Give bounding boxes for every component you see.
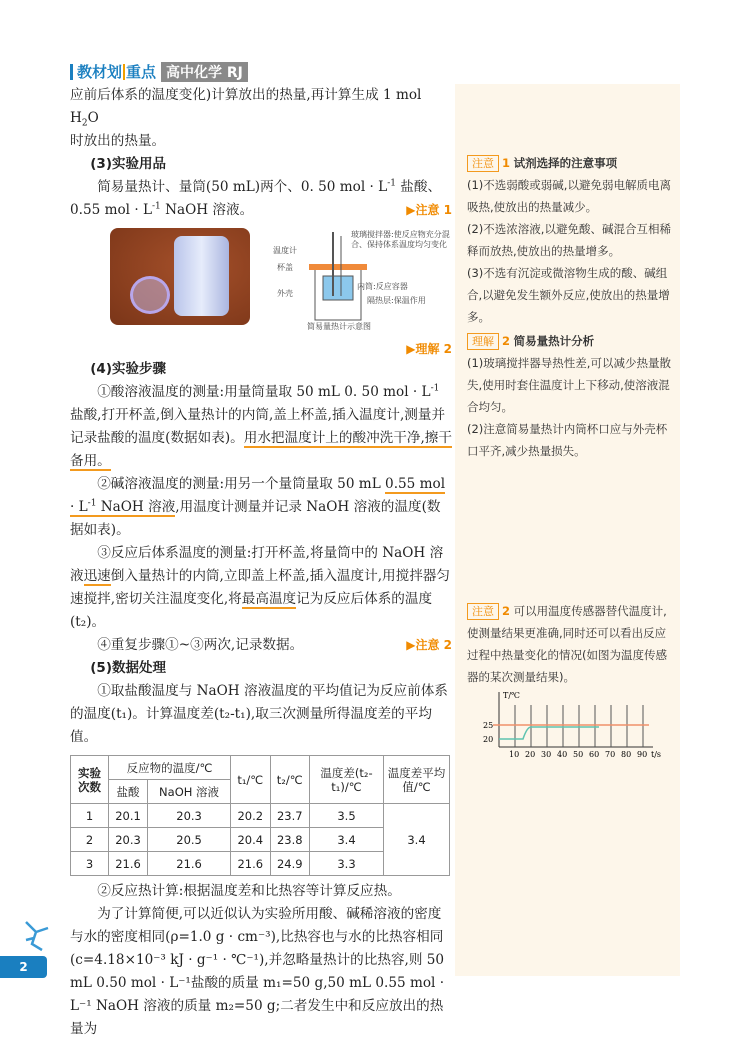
x-tick: 20 xyxy=(525,750,536,759)
cell: 20.5 xyxy=(148,828,231,852)
note-number: 1 xyxy=(502,156,511,170)
understand-link-2[interactable]: ▶理解 2 xyxy=(406,342,452,356)
text: 0.55 mol · L xyxy=(70,202,153,218)
text: ③反应后体系温度的测量:打开杯盖,将量筒中的 NaOH 溶液 xyxy=(70,545,444,584)
text: NaOH 溶液。 xyxy=(160,202,254,218)
header-cell: 温度差平均值/℃ xyxy=(384,756,450,804)
highlight: 最高温度 xyxy=(241,591,297,607)
x-tick: 80 xyxy=(621,750,632,759)
text: 记为反应后体系的温度(t₂)。 xyxy=(70,591,433,630)
paragraph xyxy=(70,381,452,473)
lid-shape xyxy=(130,276,170,314)
text: ①酸溶液温度的测量:用量筒量取 50 mL 0. 50 mol · L xyxy=(97,384,431,400)
section-heading: (3)实验用品 xyxy=(90,156,166,172)
paragraph xyxy=(70,542,452,634)
brand-a: 教材划 xyxy=(77,63,123,81)
header-cell: 实验次数 xyxy=(71,756,109,804)
label: 温度计 xyxy=(273,246,297,255)
y-label: T/℃ xyxy=(503,691,520,700)
text: 盐酸,打开杯盖,倒入量热计的内筒,盖上杯盖,插入温度计,测量并记录盐酸的温度(数据如表)。 xyxy=(70,407,446,446)
text: 盐酸、 xyxy=(395,179,442,195)
note-2 xyxy=(467,600,675,688)
y-tick: 20 xyxy=(483,735,494,744)
text: 应前后体系的温度变化)计算放出的热量,再计算生成 1 mol H xyxy=(70,87,422,126)
x-tick: 90 xyxy=(637,750,648,759)
y-tick: 25 xyxy=(483,721,494,730)
header-cell: 盐酸 xyxy=(109,780,148,804)
cell: 21.6 xyxy=(148,852,231,876)
text: 简易量热计、量筒(50 mL)两个、0. 50 mol · L xyxy=(97,179,388,195)
paragraph: ②反应热计算:根据温度差和比热容等计算反应热。 xyxy=(97,883,401,899)
note-text: 可以用温度传感器替代温度计,使测量结果更准确,同时还可以看出反应过程中热量变化的情况(如图为温度传感器的某次测量结果)。 xyxy=(467,604,667,684)
cell: 2 xyxy=(71,828,109,852)
x-tick: 70 xyxy=(605,750,616,759)
note-1 xyxy=(467,152,675,462)
text: O xyxy=(87,110,99,126)
text: NaOH 溶液 xyxy=(100,499,176,515)
cell: 20.1 xyxy=(109,804,148,828)
table-row xyxy=(71,804,450,828)
paragraph: 时放出的热量。 xyxy=(70,133,166,149)
section-heading: (4)实验步骤 xyxy=(90,361,166,377)
x-tick: 10 xyxy=(509,750,520,759)
x-tick: 60 xyxy=(589,750,600,759)
note-link-2[interactable]: ▶注意 2 xyxy=(406,638,452,652)
cell: 21.6 xyxy=(109,852,148,876)
average-cell: 3.4 xyxy=(384,804,450,876)
cell: 3.3 xyxy=(310,852,384,876)
label: 外壳 xyxy=(277,289,293,298)
note-item: (1)玻璃搅拌器导热性差,可以减少热量散失,使用时套住温度计上下移动,使溶液混合均匀。 xyxy=(467,356,671,414)
main-column xyxy=(70,84,452,1041)
cell: 3.5 xyxy=(310,804,384,828)
cell: 21.6 xyxy=(231,852,270,876)
text: 0.55 mol · L xyxy=(70,476,446,515)
brand-b: 重点 xyxy=(126,63,157,81)
text: ,用温度计测量并记录 NaOH 溶液的温度(数据如表)。 xyxy=(70,499,441,538)
cell: 20.4 xyxy=(231,828,270,852)
text: ④重复步骤①~③两次,记录数据。 xyxy=(97,637,304,653)
label: 杯盖 xyxy=(277,263,293,272)
cell: 1 xyxy=(71,804,109,828)
gridlines xyxy=(515,705,643,747)
note-item: (2)不选浓溶液,以避免酸、碱混合互相稀释而放热,使放出的热量增多。 xyxy=(467,222,671,258)
text: -1 xyxy=(152,201,161,212)
text: ②碱溶液温度的测量:用另一个量筒量取 50 mL xyxy=(97,476,386,492)
text: 倒入量热计的内筒,立即盖上杯盖,插入温度计,用搅拌器匀速搅拌,密切关注温度变化,将 xyxy=(70,568,450,607)
paragraph xyxy=(70,473,452,542)
note-badge: 注意 xyxy=(467,603,499,620)
header-cell: t₂/℃ xyxy=(270,756,309,804)
text: 2 xyxy=(81,118,88,129)
cell: 3.4 xyxy=(310,828,384,852)
paragraph xyxy=(70,84,452,130)
x-tick: 30 xyxy=(541,750,552,759)
cell: 20.3 xyxy=(109,828,148,852)
can-shape xyxy=(174,236,229,316)
page-number: 2 xyxy=(0,956,47,978)
paragraph: ①取盐酸温度与 NaOH 溶液温度的平均值记为反应前体系的温度(t₁)。计算温度差(t₂-t₁),取三次测量所得温度差的平均值。 xyxy=(70,683,448,745)
header-cell: 反应物的温度/℃ xyxy=(109,756,231,780)
header-cell: 温度差(t₂-t₁)/℃ xyxy=(310,756,384,804)
note-number: 2 xyxy=(502,604,511,618)
cell: 3 xyxy=(71,852,109,876)
note-item: (2)注意简易量热计内筒杯口应与外壳杯口平齐,减少热量损失。 xyxy=(467,422,668,458)
paragraph: 为了计算简便,可以近似认为实验所用酸、碱稀溶液的密度与水的密度相同(ρ=1.0 g · cm⁻³),比热容也与水的比热容相同(c=4.18×10⁻³ kJ · g⁻¹ · ℃⁻¹),并忽略量热计的比热容,则 50 mL 0.50 mol · L⁻¹盐酸的质量 m₁=50 g,50 mL 0.55 mol · L⁻¹ NaOH 溶液的质量 m₂=50 g;二者发生中和反应放出的热量为 xyxy=(70,906,445,1037)
temperature-curve xyxy=(499,727,599,739)
text: -1 xyxy=(387,178,396,189)
mark-row xyxy=(70,338,452,358)
note-badge: 注意 xyxy=(467,155,499,172)
understand-badge: 理解 xyxy=(467,333,499,350)
header-cell: NaOH 溶液 xyxy=(148,780,231,804)
cell: 23.8 xyxy=(270,828,309,852)
label: 内筒:反应容器 xyxy=(357,282,408,291)
page-header xyxy=(70,61,248,82)
subject-tag: 高中化学 RJ xyxy=(161,62,248,82)
cell: 20.3 xyxy=(148,804,231,828)
cell: 24.9 xyxy=(270,852,309,876)
calorimeter-photo xyxy=(110,228,250,325)
temperature-graph xyxy=(475,688,665,763)
brand-separator xyxy=(123,64,125,80)
note-title: 试剂选择的注意事项 xyxy=(513,156,618,170)
label: 玻璃搅拌器:使反应物充分混合、保持体系温度均匀变化 xyxy=(351,230,450,249)
header-bar xyxy=(70,64,73,80)
text: -1 xyxy=(430,383,440,394)
cell: 20.2 xyxy=(231,804,270,828)
decorative-figure-icon xyxy=(22,918,52,954)
highlight: 迅速 xyxy=(83,568,111,584)
section-heading: (5)数据处理 xyxy=(90,660,166,676)
x-tick: 50 xyxy=(573,750,584,759)
caption: 简易量热计示意图 xyxy=(307,322,371,331)
x-tick: 40 xyxy=(557,750,568,759)
paragraph xyxy=(70,199,452,222)
highlight: 用水把温度计上的酸冲洗干净,擦干备用。 xyxy=(70,430,452,469)
x-label: t/s xyxy=(651,750,662,759)
paragraph xyxy=(70,634,452,657)
note-link-1[interactable]: ▶注意 1 xyxy=(406,203,452,217)
label: 隔热层:保温作用 xyxy=(367,296,426,305)
data-table xyxy=(70,755,450,876)
cell: 23.7 xyxy=(270,804,309,828)
calorimeter-diagram xyxy=(263,226,453,334)
note-number: 2 xyxy=(502,334,511,348)
note-item: (1)不选弱酸或弱碱,以避免弱电解质电离吸热,使放出的热量减少。 xyxy=(467,178,671,214)
header-cell: t₁/℃ xyxy=(231,756,270,804)
paragraph xyxy=(70,176,452,199)
text: -1 xyxy=(87,498,97,509)
note-item: (3)不选有沉淀或微溶物生成的酸、碱组合,以避免发生额外反应,使放出的热量增多。 xyxy=(467,266,670,324)
figure-area xyxy=(70,226,452,338)
note-title: 简易量热计分析 xyxy=(513,334,595,348)
